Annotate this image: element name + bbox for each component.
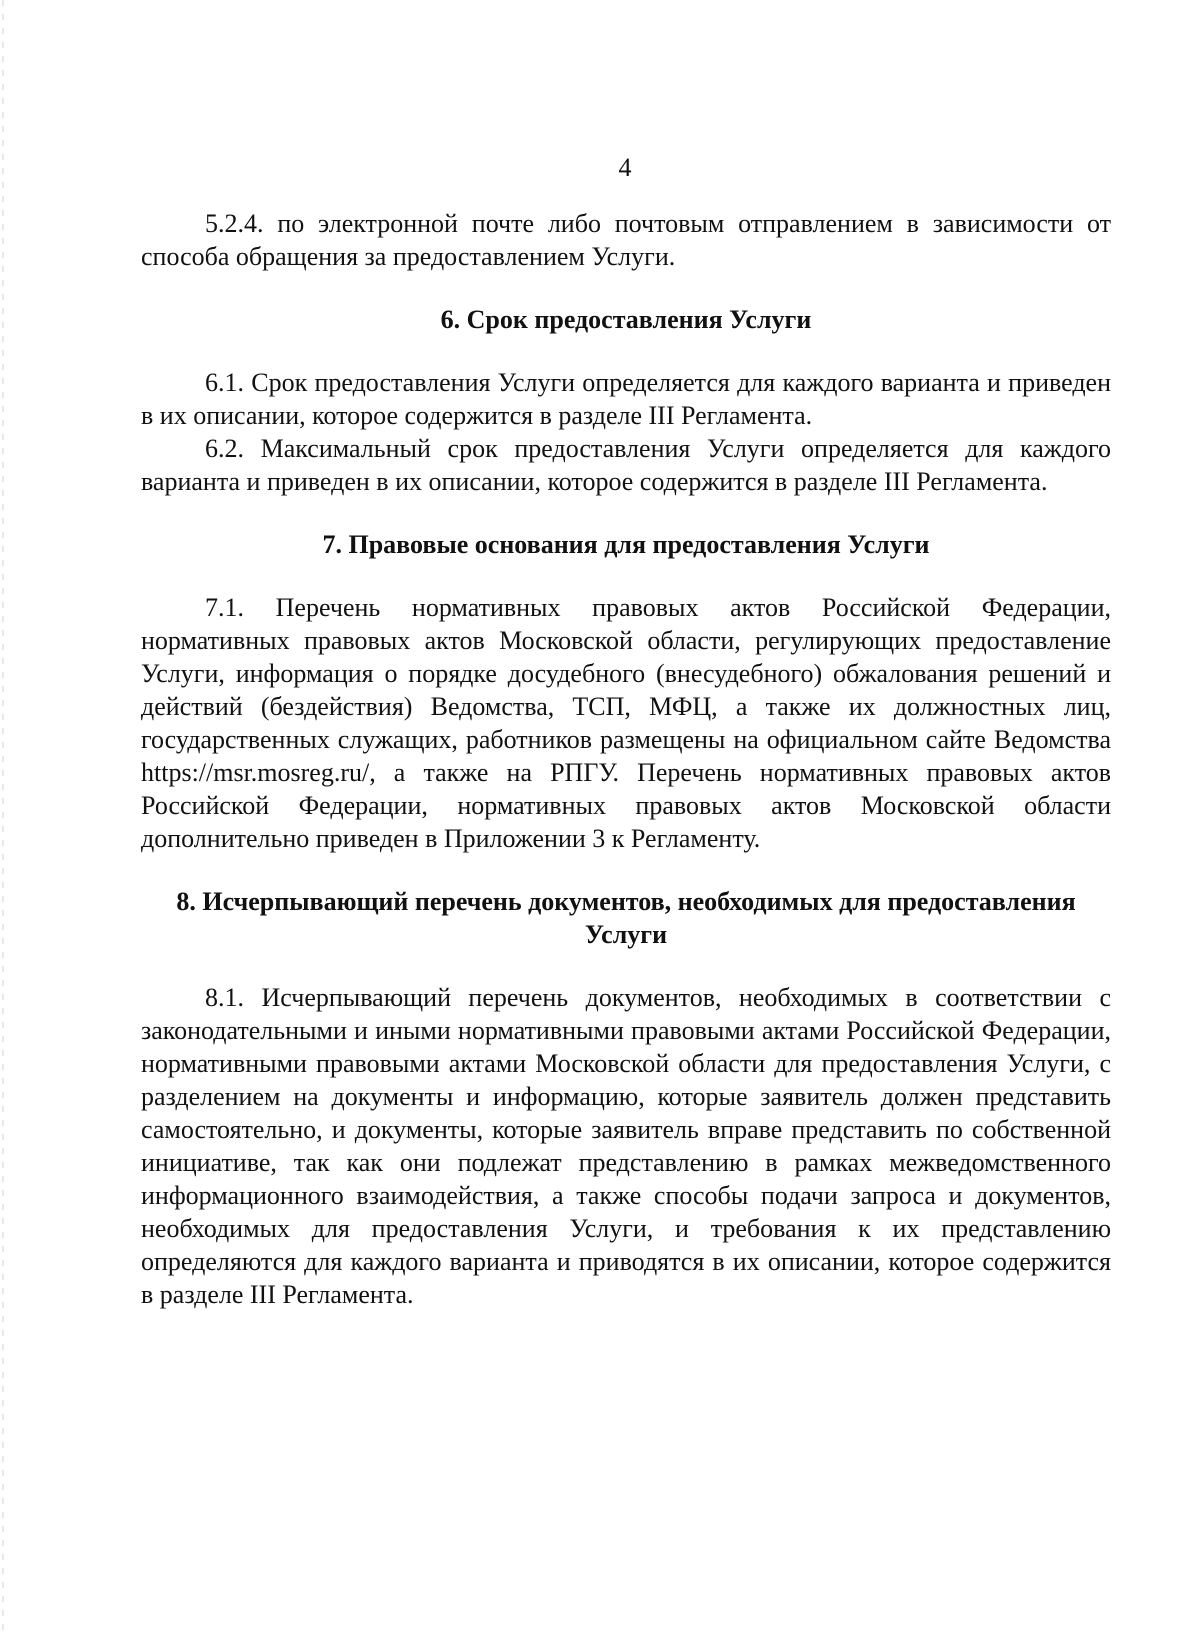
section-heading-6: 6. Срок предоставления Услуги <box>440 305 812 334</box>
paragraph-8-1: 8.1. Исчерпывающий перечень документов, необходимых в соответствии с законодательными и иными нормативными правовыми актами Российской Федерации, нормативными правовыми актами Московской области для предоставления Услуги, с разделением на документы и информацию, которые заявитель должен представить самостоятельно, и документы, которые заявитель вправе представить по собственной инициативе, так как они подлежат представлению в рамках межведомственного информационного взаимодействия, а также способы подачи запроса и документов, необходимых для предоставления Услуги, и требования к их представлению определяются для каждого варианта и приводятся в их описании, которое содержится в разделе III Регламента. <box>141 983 1111 1309</box>
paragraph-5-2-4: 5.2.4. по электронной почте либо почтовым отправлением в зависимости от способа обращения за предоставлением Услуги. <box>141 209 1111 271</box>
scan-edge <box>2 0 4 1637</box>
paragraph-6-2: 6.2. Максимальный срок предоставления Услуги определяется для каждого варианта и приведен в их описании, которое содержится в разделе III Регламента. <box>141 434 1111 496</box>
section-heading-7: 7. Правовые основания для предоставления Услуги <box>322 530 930 559</box>
document-body <box>141 207 1111 1311</box>
page-number: 4 <box>618 153 632 182</box>
section-heading-8: 8. Исчерпывающий перечень документов, необходимых для предоставления Услуги <box>176 887 1076 949</box>
paragraph-6-1: 6.1. Срок предоставления Услуги определяется для каждого варианта и приведен в их описании, которое содержится в разделе III Регламента. <box>141 368 1111 430</box>
paragraph-7-1: 7.1. Перечень нормативных правовых актов Российской Федерации, нормативных правовых актов Московской области, регулирующих предоставление Услуги, информация о порядке досудебного (внесудебного) обжалования решений и действий (бездействия) Ведомства, ТСП, МФЦ, а также их должностных лиц, государственных служащих, работников размещены на официальном сайте Ведомства https://msr.mosreg.ru/, а также на РПГУ. Перечень нормативных правовых актов Российской Федерации, нормативных правовых актов Московской области дополнительно приведен в Приложении 3 к Регламенту. <box>141 593 1111 853</box>
